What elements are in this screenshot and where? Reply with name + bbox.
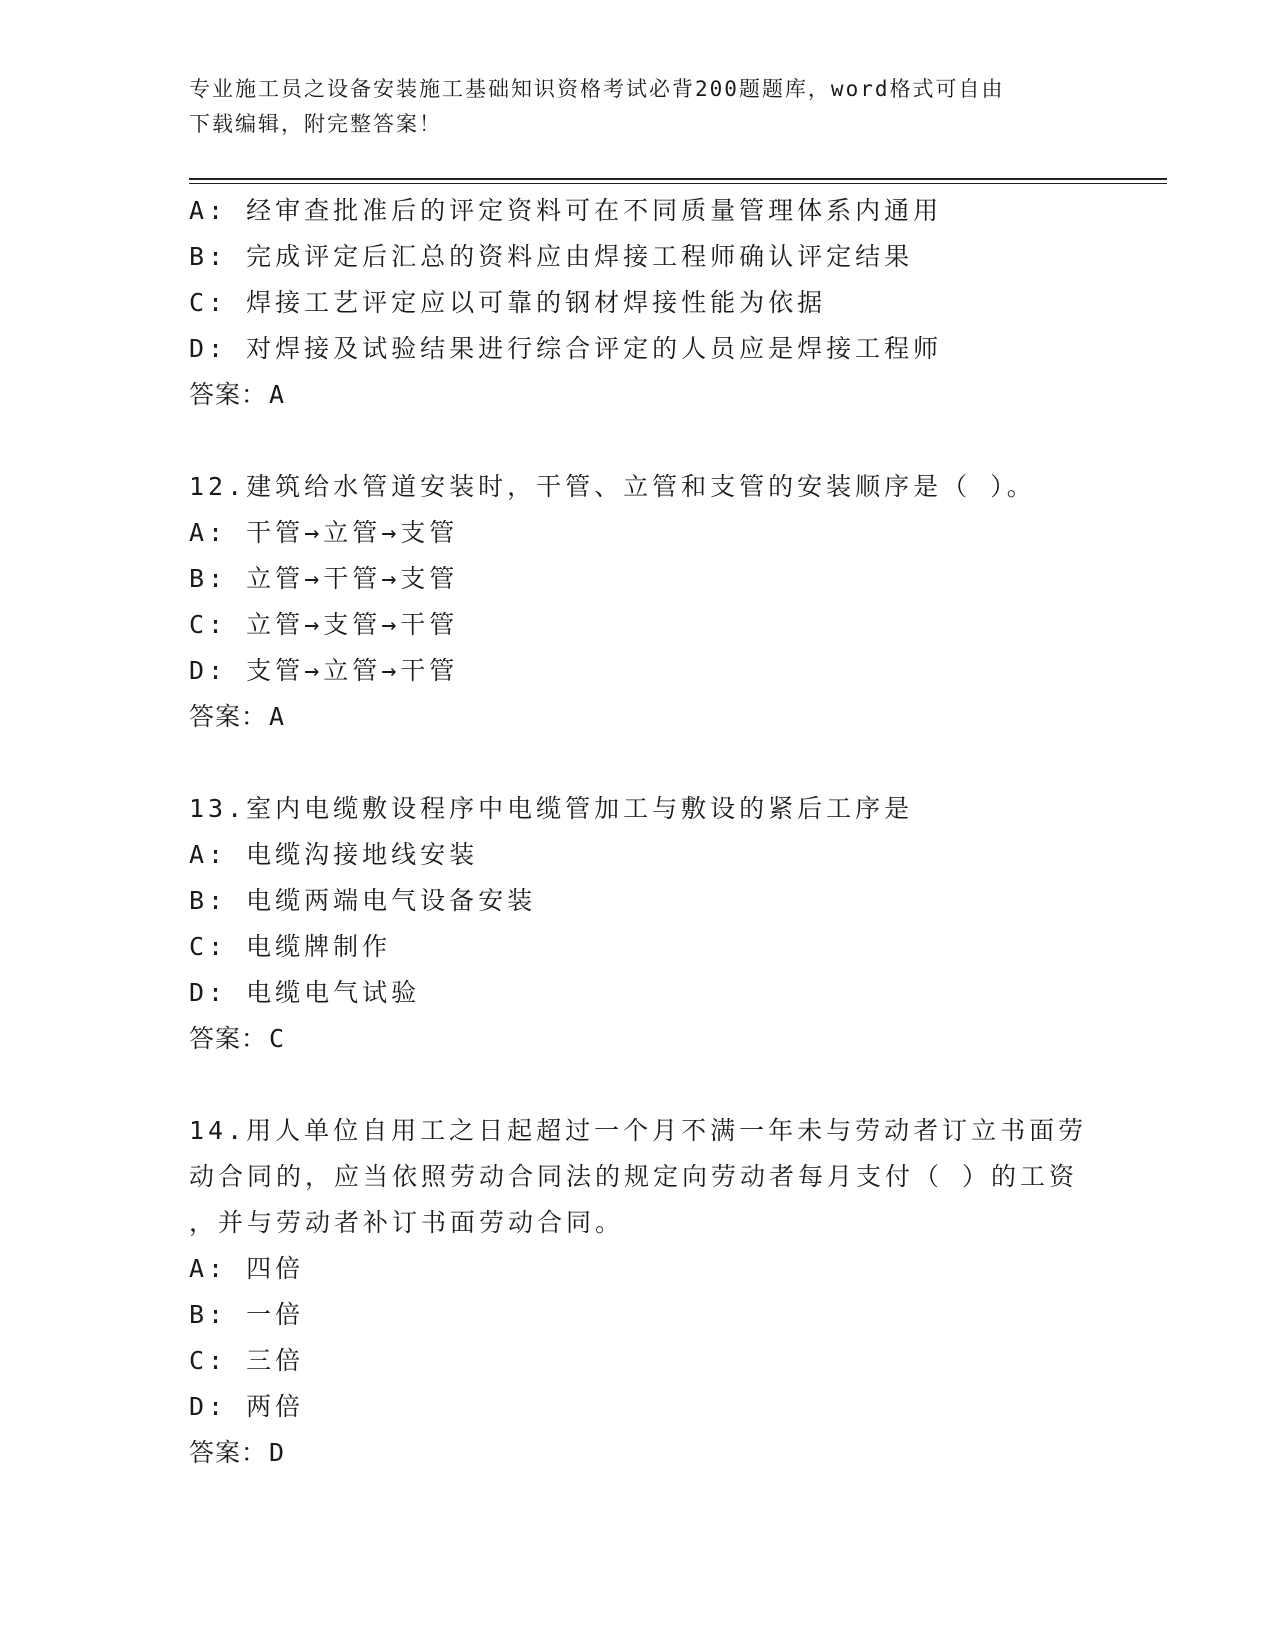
option-c: C: 电缆牌制作 — [189, 932, 392, 961]
answer-label: 答案： — [189, 1025, 268, 1053]
question-stem-line-1: 14.用人单位自用工之日起超过一个月不满一年未与劳动者订立书面劳 — [189, 1116, 1088, 1145]
question-stem-line-3: ，并与劳动者补订书面劳动合同。 — [189, 1208, 625, 1237]
option-a: A: 干管→立管→支管 — [189, 518, 459, 547]
option-a: A: 四倍 — [189, 1254, 305, 1283]
question-stem: 13.室内电缆敷设程序中电缆管加工与敷设的紧后工序是 — [189, 794, 914, 823]
question-stem-line-2: 动合同的，应当依照劳动合同法的规定向劳动者每月支付（ ）的工资 — [189, 1162, 1079, 1191]
answer-label: 答案： — [189, 703, 268, 731]
option-d: D: 电缆电气试验 — [189, 978, 421, 1007]
question-12 — [189, 464, 1089, 740]
option-c: C: 焊接工艺评定应以可靠的钢材焊接性能为依据 — [189, 288, 827, 317]
answer-value: D — [269, 1438, 286, 1467]
option-d: D: 两倍 — [189, 1392, 305, 1421]
answer-line — [189, 1016, 1089, 1062]
question-11 — [189, 188, 1089, 418]
header-line-2: 下载编辑，附完整答案！ — [189, 112, 442, 136]
option-b: B: 完成评定后汇总的资料应由焊接工程师确认评定结果 — [189, 242, 914, 271]
option-c: C: 立管→支管→干管 — [189, 610, 459, 639]
option-b: B: 立管→干管→支管 — [189, 564, 459, 593]
answer-label: 答案： — [189, 1439, 268, 1467]
header-line-1: 专业施工员之设备安装施工基础知识资格考试必背200题题库，word格式可自由 — [189, 77, 1005, 101]
option-d: D: 支管→立管→干管 — [189, 656, 459, 685]
option-c: C: 三倍 — [189, 1346, 305, 1375]
answer-value: A — [269, 702, 286, 731]
answer-line — [189, 694, 1089, 740]
option-a: A: 电缆沟接地线安装 — [189, 840, 479, 869]
option-b: B: 电缆两端电气设备安装 — [189, 886, 537, 915]
question-14 — [189, 1108, 1089, 1476]
option-a: A: 经审查批准后的评定资料可在不同质量管理体系内通用 — [189, 196, 943, 225]
header-divider-thick — [189, 178, 1167, 180]
answer-value: C — [269, 1024, 286, 1053]
answer-line — [189, 1430, 1089, 1476]
answer-line — [189, 372, 1089, 418]
answer-label: 答案： — [189, 381, 268, 409]
document-header — [189, 72, 1089, 142]
question-13 — [189, 786, 1089, 1062]
answer-value: A — [269, 380, 286, 409]
option-b: B: 一倍 — [189, 1300, 305, 1329]
header-divider-thin — [189, 183, 1167, 184]
question-stem: 12.建筑给水管道安装时，干管、立管和支管的安装顺序是（ ）。 — [189, 472, 1036, 501]
option-d: D: 对焊接及试验结果进行综合评定的人员应是焊接工程师 — [189, 334, 943, 363]
document-body — [189, 188, 1089, 1476]
